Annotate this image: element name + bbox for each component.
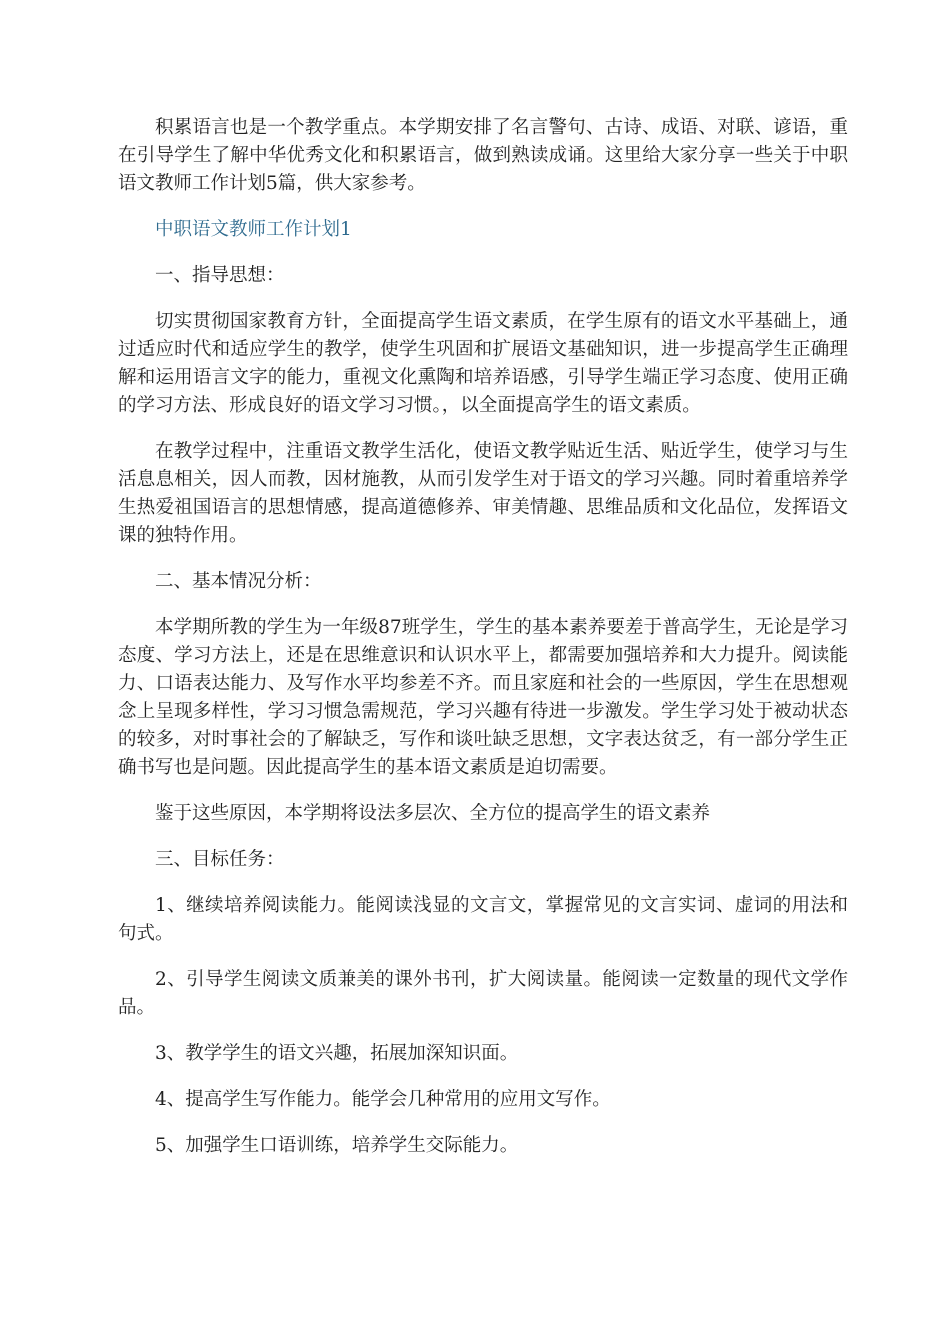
paragraph-guiding-2: 在教学过程中，注重语文教学生活化，使语文教学贴近生活、贴近学生，使学习与生活息息相关，因人而教，因材施教，从而引发学生对于语文的学习兴趣。同时着重培养学生热爱祖国语言的思想情感，提高道德修养、审美情趣、思维品质和文化品位，发挥语文课的独特作用。 bbox=[118, 441, 848, 546]
section-title: 中职语文教师工作计划1 bbox=[155, 219, 352, 240]
task-item-3: 3、教学学生的语文兴趣，拓展加深知识面。 bbox=[155, 1043, 519, 1064]
paragraph-guiding-1: 切实贯彻国家教育方针，全面提高学生语文素质，在学生原有的语文水平基础上，通过适应时代和适应学生的教学，使学生巩固和扩展语文基础知识，进一步提高学生正确理解和运用语言文字的能力，重视文化熏陶和培养语感，引导学生端正学习态度、使用正确的学习方法、形成良好的语文学习习惯。，以全面提高学生的语文素质。 bbox=[118, 311, 848, 416]
heading-guiding-ideology: 一、指导思想： bbox=[155, 265, 285, 286]
heading-goals: 三、目标任务： bbox=[155, 849, 285, 870]
heading-situation-analysis: 二、基本情况分析： bbox=[155, 571, 322, 592]
intro-paragraph: 积累语言也是一个教学重点。本学期安排了名言警句、古诗、成语、对联、谚语，重在引导学生了解中华优秀文化和积累语言，做到熟读成诵。这里给大家分享一些关于中职语文教师工作计划5篇，供大家参考。 bbox=[118, 117, 848, 194]
paragraph-analysis-1: 本学期所教的学生为一年级87班学生，学生的基本素养要差于普高学生，无论是学习态度、学习方法上，还是在思维意识和认识水平上，都需要加强培养和大力提升。阅读能力、口语表达能力、及写作水平均参差不齐。而且家庭和社会的一些原因，学生在思想观念上呈现多样性，学习习惯急需规范，学习兴趣有待进一步激发。学生学习处于被动状态的较多，对时事社会的了解缺乏，写作和谈吐缺乏思想，文字表达贫乏，有一部分学生正确书写也是问题。因此提高学生的基本语文素质是迫切需要。 bbox=[118, 617, 848, 778]
task-item-1: 1、继续培养阅读能力。能阅读浅显的文言文，掌握常见的文言实词、虚词的用法和句式。 bbox=[118, 895, 848, 944]
task-item-2: 2、引导学生阅读文质兼美的课外书刊，扩大阅读量。能阅读一定数量的现代文学作品。 bbox=[118, 969, 848, 1018]
task-item-4: 4、提高学生写作能力。能学会几种常用的应用文写作。 bbox=[155, 1089, 611, 1110]
task-item-5: 5、加强学生口语训练，培养学生交际能力。 bbox=[155, 1135, 519, 1156]
document-body bbox=[118, 114, 848, 1178]
paragraph-analysis-2: 鉴于这些原因，本学期将设法多层次、全方位的提高学生的语文素养 bbox=[155, 803, 711, 824]
